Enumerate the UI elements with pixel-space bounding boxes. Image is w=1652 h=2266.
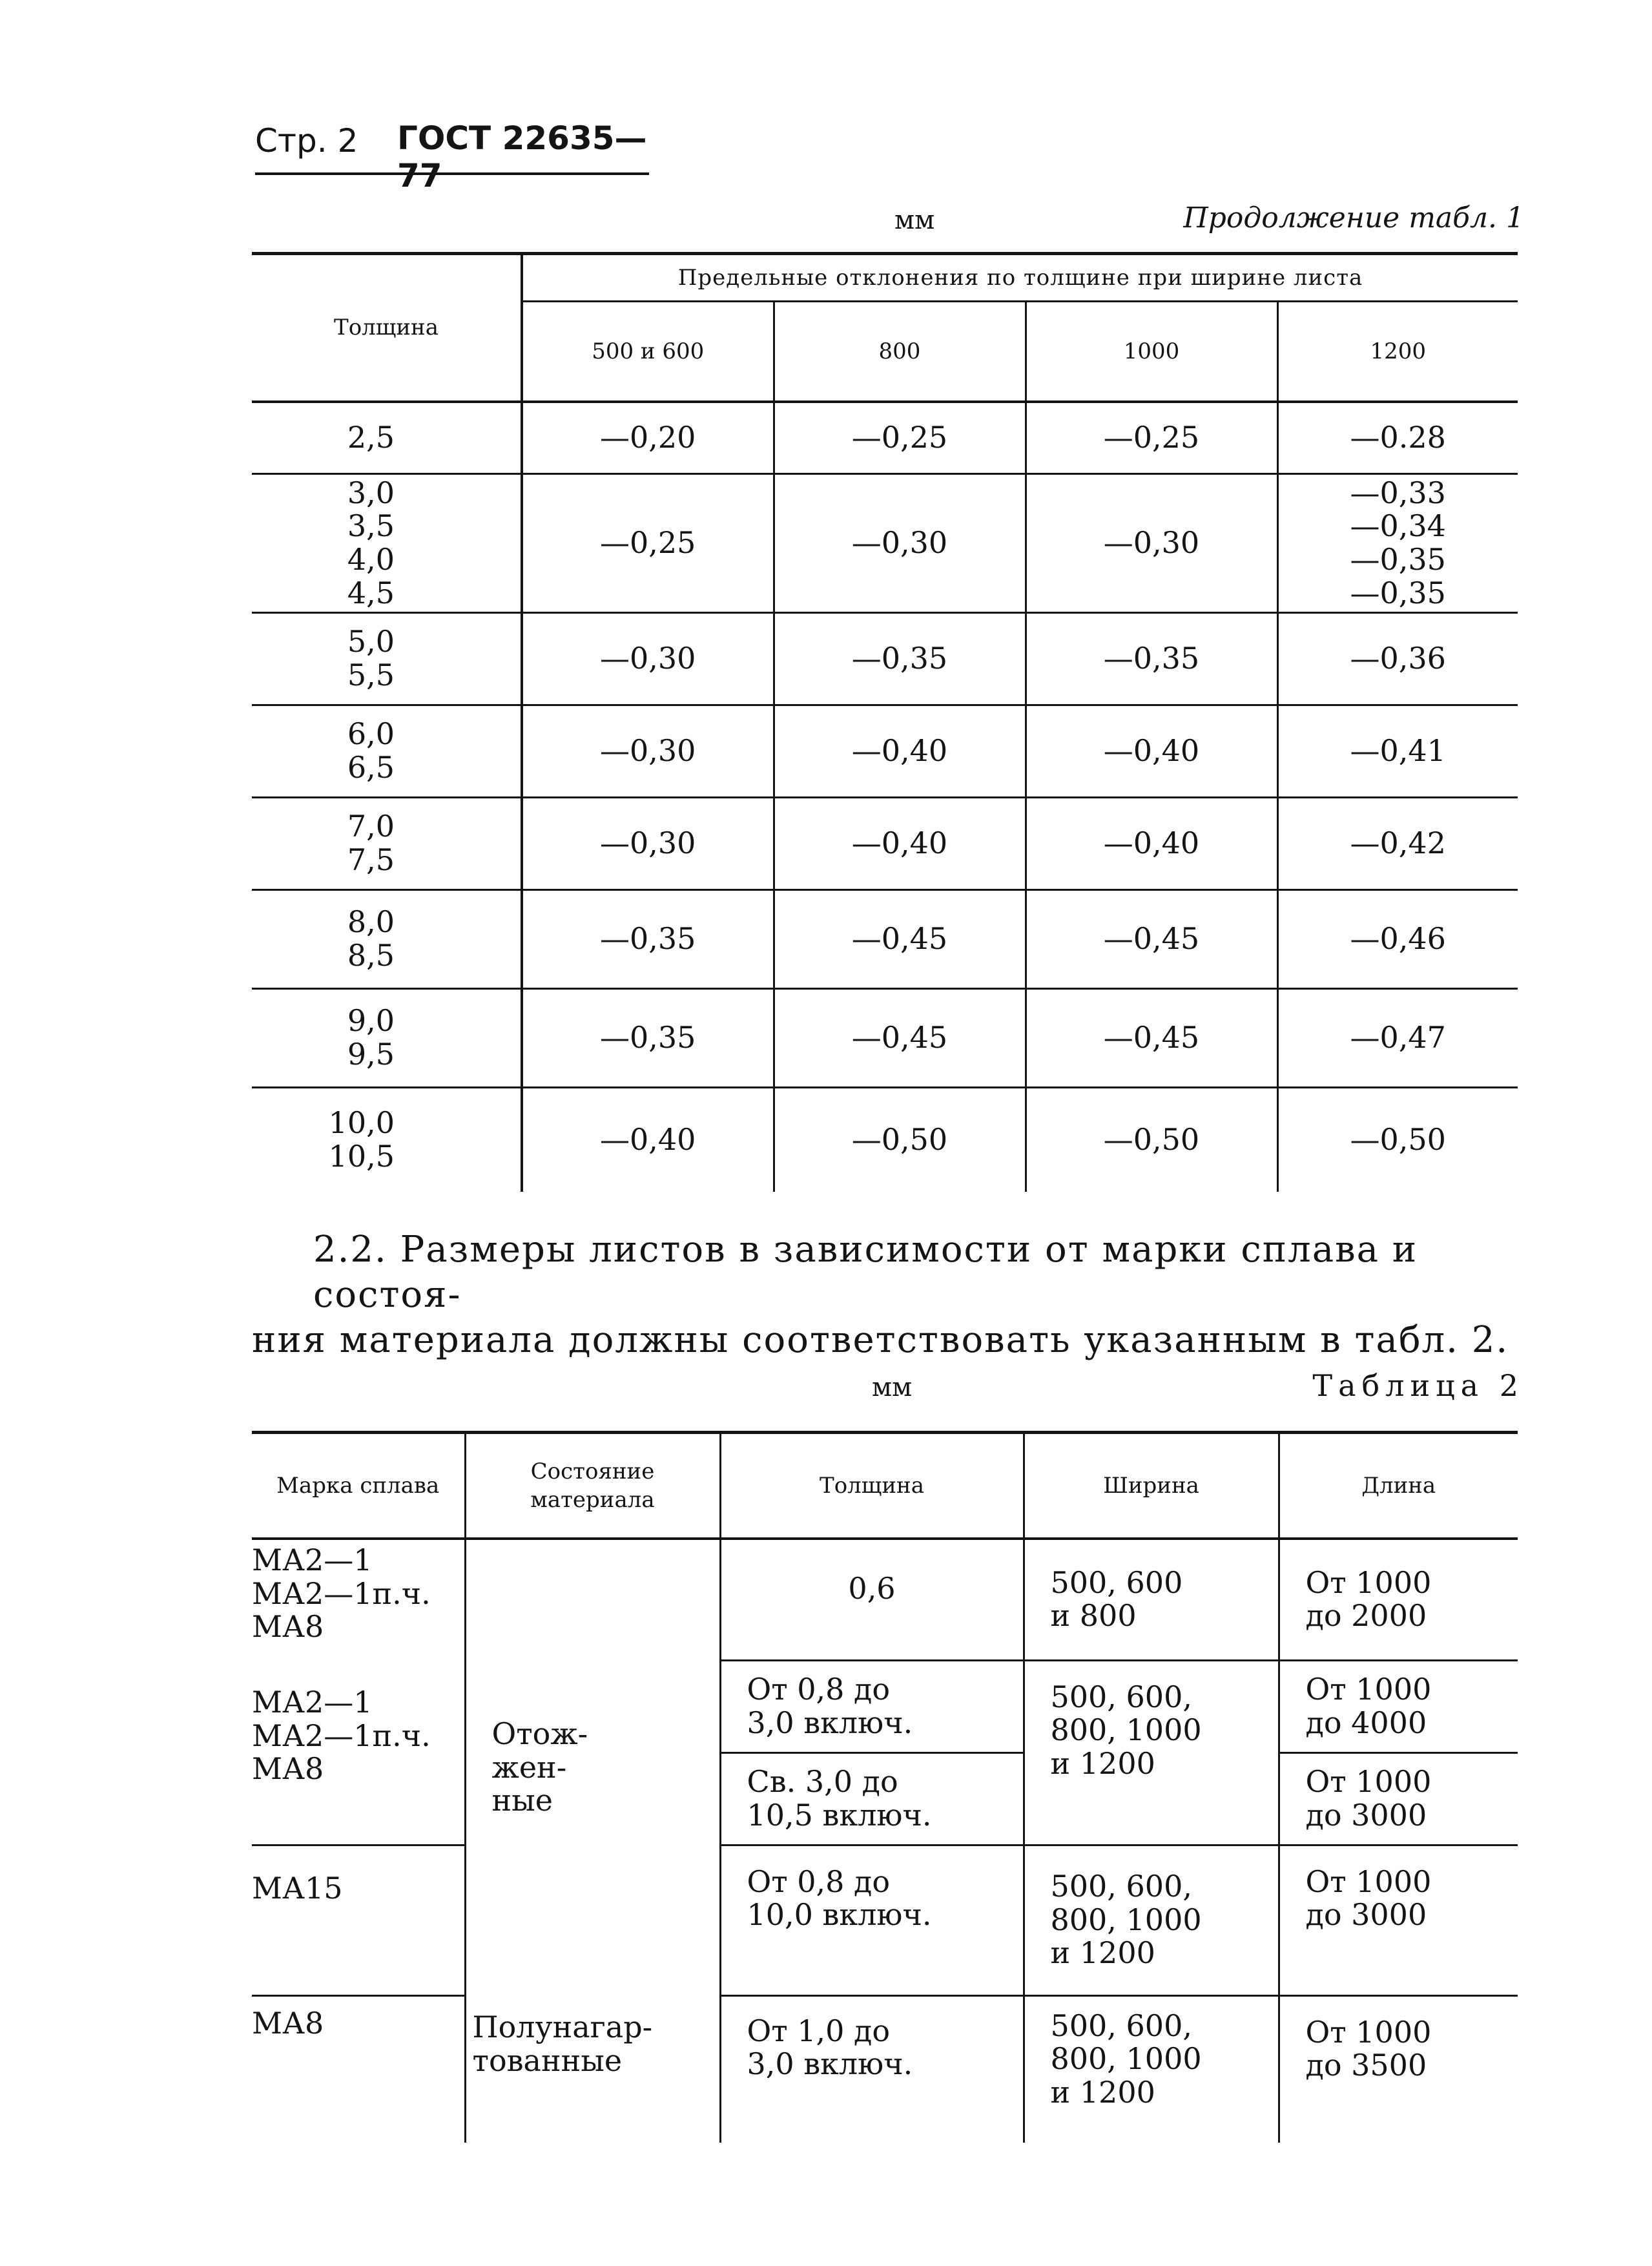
deviation-value: —0,36 (1350, 641, 1446, 676)
table2-units: мм (872, 1373, 913, 1402)
thickness-value: 6,0 (347, 716, 395, 752)
deviation-value: —0,35 (1350, 575, 1446, 610)
table1-row (252, 798, 1518, 890)
deviation-cell: —0,35 (774, 613, 1026, 705)
deviation-cell: —0,25 (774, 402, 1026, 474)
thickness-value: От 0,8 до (747, 1864, 891, 1899)
thickness-value: 10,5 включ. (747, 1797, 932, 1833)
length-cell (1279, 1752, 1518, 1845)
paragraph-line: 2.2. Размеры листов в зависимости от марки сплава и состоя- (313, 1229, 1418, 1316)
thickness-value: 3,0 включ. (747, 2046, 913, 2082)
table2-header-width: Ширина (1024, 1433, 1279, 1539)
length-value: От 1000 (1305, 1564, 1432, 1600)
grade: МА2—1 (252, 1685, 373, 1720)
thickness-value: 7,5 (347, 842, 395, 877)
table1-width-col: 1200 (1277, 302, 1518, 402)
thickness-value: 5,5 (347, 658, 395, 692)
thickness-value: От 1,0 до (747, 2013, 891, 2048)
width-value: и 1200 (1050, 1935, 1155, 1971)
width-value: 500, 600, (1050, 1869, 1192, 1904)
grade: МА2—1п.ч. (252, 1575, 431, 1611)
length-cell (1279, 1539, 1518, 1660)
table1-row (252, 613, 1518, 705)
thickness-value: 9,0 (347, 1003, 395, 1039)
thickness-value: 3,0 (347, 475, 395, 510)
deviation-cell: —0,35 (522, 989, 774, 1088)
deviation-cell (1277, 890, 1518, 989)
state-text: тованные (472, 2043, 623, 2078)
length-value: до 4000 (1305, 1705, 1427, 1740)
deviation-cell (1277, 705, 1518, 798)
deviation-cell: —0,35 (522, 890, 774, 989)
table2-header-grade: Марка сплава (252, 1433, 465, 1539)
state-text: ные (491, 1783, 553, 1818)
thickness-cell (720, 1752, 1024, 1845)
thickness-value: 7,0 (347, 809, 395, 844)
deviation-value: —0,35 (1350, 542, 1446, 577)
deviation-cell (1277, 989, 1518, 1088)
standard-code: ГОСТ 22635—77 (397, 120, 647, 194)
deviation-cell: —0,40 (1026, 705, 1277, 798)
deviation-cell (1277, 402, 1518, 474)
table1-row (252, 989, 1518, 1088)
thickness-value: 10,0 включ. (747, 1897, 932, 1933)
table1-units: мм (894, 205, 935, 235)
width-cell (1024, 1995, 1279, 2143)
length-value: до 3000 (1305, 1797, 1427, 1833)
length-value: От 1000 (1305, 1671, 1432, 1707)
deviation-cell: —0,45 (774, 989, 1026, 1088)
thickness-value: От 0,8 до (747, 1671, 891, 1707)
table1-row (252, 474, 1518, 613)
length-cell (1279, 1660, 1518, 1752)
length-cell (1279, 1845, 1518, 1995)
thickness-cell (252, 705, 522, 798)
thickness-value: 10,0 (328, 1105, 395, 1141)
table1-caption: Продолжение табл. 1 (1183, 202, 1524, 234)
deviation-value: —0,33 (1350, 475, 1446, 510)
deviation-cell: —0,50 (1026, 1088, 1277, 1192)
thickness-value: 5,0 (347, 624, 395, 660)
grade: МА8 (252, 1751, 324, 1787)
paragraph-2-2 (252, 1227, 1531, 1363)
deviation-cell: —0,40 (774, 798, 1026, 890)
deviation-value: —0,42 (1350, 826, 1446, 861)
thickness-value: 10,5 (328, 1139, 395, 1174)
table2-header-thickness: Толщина (720, 1433, 1024, 1539)
deviation-cell: —0,25 (1026, 402, 1277, 474)
grade-cell (252, 1995, 465, 2143)
table2-header-length: Длина (1279, 1433, 1518, 1539)
deviation-cell: —0,30 (1026, 474, 1277, 613)
table1-row (252, 705, 1518, 798)
deviation-value: —0,50 (1350, 1122, 1446, 1158)
grade-cell (252, 1539, 465, 1660)
thickness-value: 3,0 включ. (747, 1705, 913, 1740)
width-value: и 1200 (1050, 2074, 1155, 2110)
grade: МА15 (252, 1870, 343, 1906)
width-value: 800, 1000 (1050, 1712, 1202, 1748)
grade: МА2—1п.ч. (252, 1718, 431, 1753)
deviation-cell: —0,40 (522, 1088, 774, 1192)
length-value: От 1000 (1305, 1763, 1432, 1799)
width-value: 500, 600, (1050, 1679, 1192, 1714)
deviation-cell: —0,45 (774, 890, 1026, 989)
state-cell (465, 1539, 720, 1995)
thickness-value: 4,5 (347, 575, 395, 610)
state-text: Полунагар- (472, 2010, 653, 2044)
thickness-cell (252, 474, 522, 613)
thickness-cell (252, 989, 522, 1088)
deviation-cell: —0,35 (1026, 613, 1277, 705)
width-value: 800, 1000 (1050, 2041, 1202, 2077)
width-value: 500, 600 (1050, 1564, 1183, 1600)
thickness-cell (720, 1539, 1024, 1660)
deviation-cell: —0,20 (522, 402, 774, 474)
length-value: От 1000 (1305, 1864, 1432, 1899)
thickness-value: 0,6 (848, 1571, 896, 1606)
page-header (255, 113, 649, 194)
deviation-value: —0,46 (1350, 921, 1446, 957)
deviation-value: —0,41 (1350, 733, 1446, 769)
deviation-cell: —0,40 (774, 705, 1026, 798)
table1-width-col: 1000 (1026, 302, 1277, 402)
width-value: и 800 (1050, 1598, 1137, 1634)
deviation-cell (1277, 798, 1518, 890)
length-value: до 3000 (1305, 1897, 1427, 1933)
grade: МА2—1 (252, 1543, 373, 1577)
table2 (252, 1431, 1518, 2143)
state-text: Отож- (491, 1716, 588, 1752)
table1-header-thickness: Толщина (252, 254, 522, 402)
length-cell (1279, 1995, 1518, 2143)
width-value: 500, 600, (1050, 2008, 1192, 2043)
thickness-cell (252, 402, 522, 474)
thickness-cell (252, 798, 522, 890)
table1-width-col: 800 (774, 302, 1026, 402)
thickness-cell (720, 1845, 1024, 1995)
state-cell (465, 1995, 720, 2143)
deviation-value: —0,34 (1350, 508, 1446, 544)
deviation-cell: —0,50 (774, 1088, 1026, 1192)
grade: МА8 (252, 1609, 324, 1645)
deviation-cell: —0,30 (522, 798, 774, 890)
grade: МА8 (252, 2005, 324, 2041)
table1 (252, 252, 1518, 1192)
table1-row (252, 1088, 1518, 1192)
thickness-value: 3,5 (347, 508, 395, 544)
width-cell (1024, 1845, 1279, 1995)
width-cell (1024, 1539, 1279, 1660)
thickness-cell (252, 890, 522, 989)
deviation-cell (1277, 474, 1518, 613)
deviation-cell (1277, 613, 1518, 705)
state-text: жен- (491, 1749, 567, 1785)
deviation-value: —0,47 (1350, 1020, 1446, 1055)
deviation-cell: —0,30 (522, 613, 774, 705)
deviation-cell: —0,45 (1026, 989, 1277, 1088)
grade-cell (252, 1845, 465, 1995)
deviation-value: —0.28 (1350, 420, 1446, 455)
grade-cell (252, 1660, 465, 1845)
thickness-value: 8,0 (347, 904, 395, 940)
length-value: до 2000 (1305, 1598, 1427, 1634)
deviation-cell: —0,30 (522, 705, 774, 798)
thickness-value: Св. 3,0 до (747, 1763, 898, 1799)
deviation-cell: —0,25 (522, 474, 774, 613)
thickness-value: 6,5 (347, 750, 395, 785)
deviation-cell: —0,40 (1026, 798, 1277, 890)
width-value: и 1200 (1050, 1745, 1155, 1781)
deviation-cell (1277, 1088, 1518, 1192)
thickness-cell (720, 1660, 1024, 1752)
length-value: От 1000 (1305, 2014, 1432, 2050)
length-value: до 3500 (1305, 2048, 1427, 2083)
table1-width-col: 500 и 600 (522, 302, 774, 402)
width-cell (1024, 1660, 1279, 1845)
thickness-value: 9,5 (347, 1037, 395, 1072)
deviation-cell: —0,45 (1026, 890, 1277, 989)
width-value: 800, 1000 (1050, 1902, 1202, 1937)
thickness-cell (720, 1995, 1024, 2143)
thickness-cell (252, 1088, 522, 1192)
deviation-cell: —0,30 (774, 474, 1026, 613)
table1-row (252, 402, 1518, 474)
thickness-value: 4,0 (347, 542, 395, 577)
paragraph-line: ния материала должны соответствовать указанным в табл. 2. (252, 1319, 1509, 1361)
table1-header-group: Предельные отклонения по толщине при ширине листа (522, 254, 1518, 302)
thickness-value: 8,5 (347, 938, 395, 973)
thickness-cell (252, 613, 522, 705)
page-number: Стр. 2 (255, 122, 358, 160)
table2-caption: Таблица 2 (1312, 1368, 1524, 1403)
table1-row (252, 890, 1518, 989)
thickness-value: 2,5 (347, 420, 395, 455)
table2-header-state: Состояние материала (465, 1433, 720, 1539)
